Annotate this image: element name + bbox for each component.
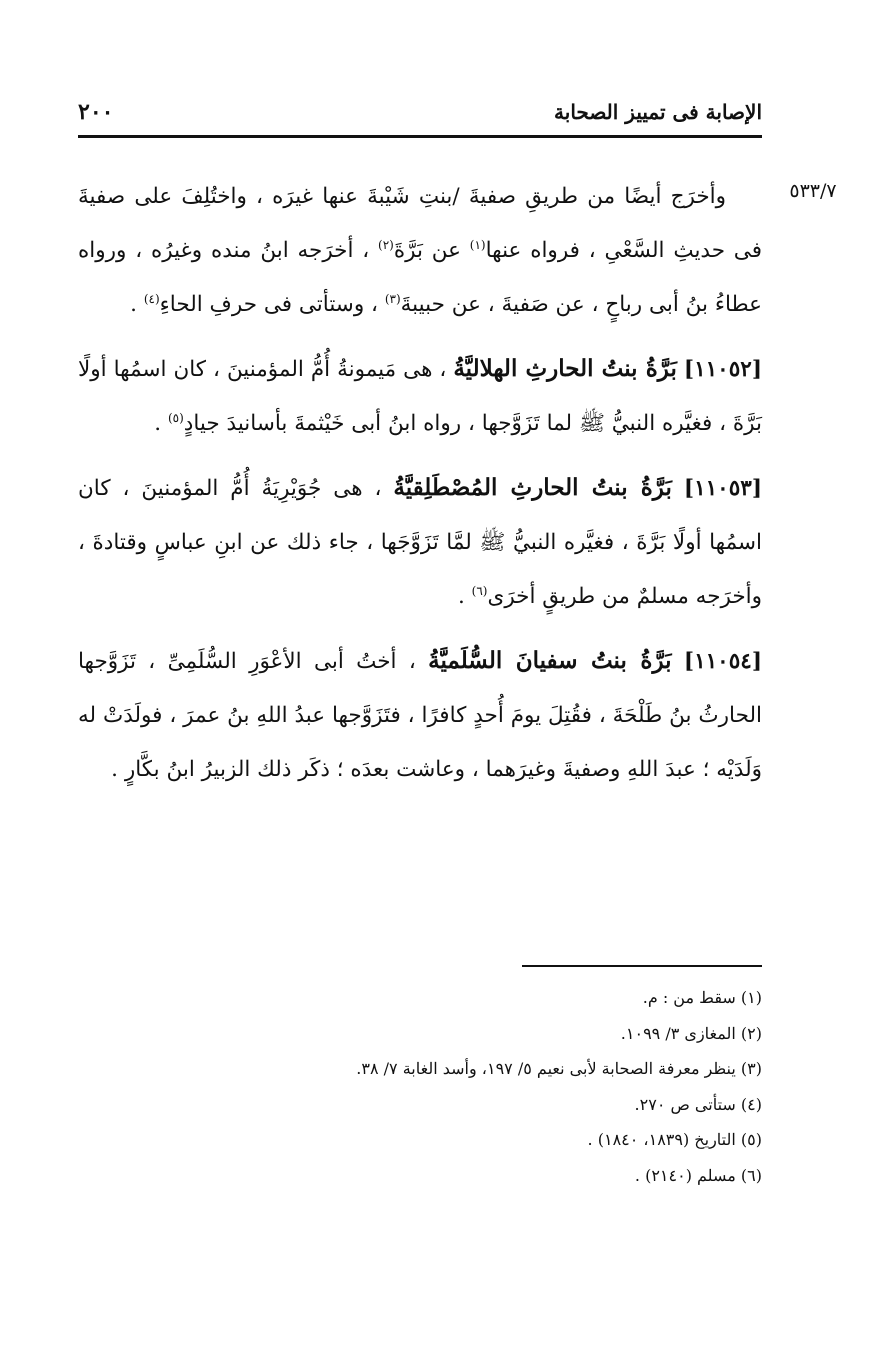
entry-number: [١١٠٥٤] <box>683 649 762 674</box>
footnote-marker-3: (٣) <box>384 291 401 306</box>
footnote-4: (٤) ستأتى ص ٢٧٠. <box>634 1094 762 1114</box>
footnote-2: (٢) المغازى ٣/ ١٠٩٩. <box>620 1023 762 1043</box>
entry-11053 <box>78 461 762 624</box>
footnote-marker-1: (١) <box>469 237 486 252</box>
entry-number: [١١٠٥٢] <box>683 357 762 382</box>
entry-name: بَرَّةُ بنتُ سفيانَ السُّلَميَّةُ <box>428 647 672 674</box>
footnote-marker-5: (٥) <box>167 410 184 425</box>
footnote-marker-2: (٢) <box>378 237 394 252</box>
text-run: ، أخرَجه ابنُ منده وغيرُه ، ورواه عطاءُ بنُ أبى رباحٍ ، عن صَفيةَ ، عن حبيبةَ <box>78 238 762 317</box>
footnote-rule <box>522 965 762 967</box>
page-number: ٢٠٠ <box>78 99 114 125</box>
footnote-marker-6: (٦) <box>471 583 488 598</box>
text-run: ، هى جُوَيْرِيَةُ أُمُّ المؤمنينَ ، كان اسمُها أولًا بَرَّةَ ، فغيَّره النبيُّ ﷺ لمَّا تَزَوَّجَها ، جاء ذلك عن ابنِ عباسٍ وقتادةَ ، وأخرَجه مسلمٌ من طريقٍ أخرَى <box>78 476 762 609</box>
margin-reference: ٥٣٣/٧ <box>789 180 837 202</box>
footnote-6: (٦) مسلم (٢١٤٠) . <box>634 1165 762 1185</box>
paragraph-intro <box>78 170 762 332</box>
page-header <box>78 92 762 132</box>
entry-name: بَرَّةُ بنتُ الحارثِ المُصْطَلِقيَّةُ <box>393 474 672 501</box>
main-text <box>78 170 762 807</box>
text-run: . <box>154 411 168 436</box>
footnote-marker-4: (٤) <box>143 291 160 306</box>
text-run: ، أختُ أبى الأعْوَرِ السُّلَمِىِّ ، تَزَوَّجها الحارثُ بنُ طَلْحَةَ ، فقُتِلَ يومَ أُحدٍ كافرًا ، فتَزَوَّجها عبدُ اللهِ بنُ عمرَ ، فولَدَتْ له وَلَدَيْه ؛ عبدَ اللهِ وصفيةَ وغيرَهما ، وعاشت بعدَه ؛ ذكَر ذلك الزبيرُ ابنُ بكَّارٍ . <box>78 649 762 782</box>
text-run: وأخرَج أيضًا من طريقِ صفيةَ /بنتِ شَيْبةَ عنها غيرَه ، واختُلِفَ على صفيةَ فى حديثِ السَّعْىِ ، فرواه عنها <box>78 184 763 263</box>
text-run: . <box>457 584 472 609</box>
entry-name: بَرَّةُ بنتُ الحارثِ الهلاليَّةُ <box>453 355 677 382</box>
entry-number: [١١٠٥٣] <box>683 476 762 501</box>
footnote-3: (٣) ينظر معرفة الصحابة لأبى نعيم ٥/ ١٩٧، وأسد الغابة ٧/ ٣٨. <box>356 1059 762 1078</box>
entry-11052 <box>78 342 762 451</box>
text-run: عن بَرَّةَ <box>393 238 470 263</box>
text-run: ، هى مَيمونةُ أُمُّ المؤمنينَ ، كان اسمُها أولًا بَرَّةَ ، فغيَّره النبيُّ ﷺ لما تَزَوَّجها ، رواه ابنُ أبى خَيْثمةَ بأسانيدَ جيادٍ <box>78 357 762 436</box>
footnote-5: (٥) التاريخ (١٨٣٩، ١٨٤٠) . <box>587 1130 762 1149</box>
text-run: ، وستأتى فى حرفِ الحاءِ <box>159 292 385 317</box>
footnote-1: (١) سقط من : م. <box>642 988 762 1007</box>
footnotes <box>78 980 762 1193</box>
header-rule <box>78 135 762 138</box>
text-run: . <box>130 292 144 317</box>
entry-11054 <box>78 634 762 797</box>
running-title: الإصابة فى تمييز الصحابة <box>554 100 762 124</box>
